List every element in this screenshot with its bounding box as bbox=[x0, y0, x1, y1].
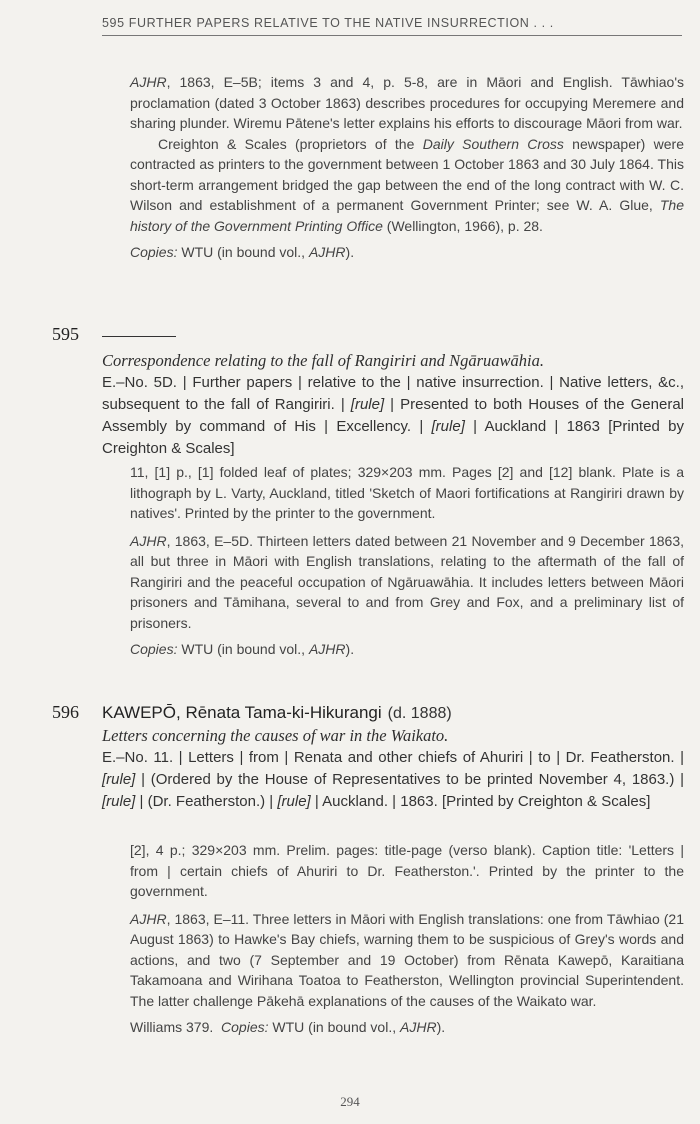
entry-595-notes bbox=[130, 462, 684, 659]
copies-label: Copies: bbox=[130, 641, 178, 657]
rule-1: [rule] bbox=[102, 771, 136, 788]
entry-595-collation: 11, [1] p., [1] folded leaf of plates; 329×203 mm. Pages [2] and [12] blank. Plate is a lithograph by L. Varty, Auckland, titled 'Sketch of Maori fortifications at Rangiriri drawn by natives'. Printed by the printer to the government. bbox=[130, 464, 684, 521]
author-name: KAWEPŌ, Rēnata Tama-ki-Hikurangi bbox=[102, 703, 382, 722]
copies-text: WTU (in bound vol., bbox=[177, 641, 309, 657]
note-text: , 1863, E–11. Three letters in Māori with English translations: one from Tāwhiao (21 August 1863) to Hawke's Bay chiefs, warning them to be suspicious of Grey's words and actions, and two (7 September and 19 October) from Rēnata Kawepō, Karaitiana Takamoana and Wirihana Toatoa to Featherston, Wellington provincial Superintendent. The latter challenge Pākehā explanations of the causes of the Waikato war. bbox=[130, 910, 684, 1009]
tp-c: | Auckland | 1863 [Printed by Creighton & Scales] bbox=[102, 418, 684, 457]
entry-596-note bbox=[130, 909, 684, 1012]
running-head: 595 FURTHER PAPERS RELATIVE TO THE NATIVE INSURRECTION . . . bbox=[102, 16, 682, 36]
ajhr-ref: AJHR bbox=[130, 910, 167, 927]
page-number: 294 bbox=[340, 1094, 360, 1109]
tp-a: E.–No. 11. | Letters | from | Renata and other chiefs of Ahuriri | to | Dr. Featherston. | bbox=[102, 749, 684, 766]
ajhr-ref: AJHR bbox=[130, 532, 167, 549]
para2-a: Creighton & Scales (proprietors of the bbox=[158, 135, 423, 152]
tp-a: E.–No. 5D. | Further papers | relative to the | native insurrection. | Native letters, &c., subsequent to the fall of Rangiriri. | bbox=[102, 374, 684, 413]
copies-ajhr: AJHR bbox=[308, 244, 346, 260]
entry-number-595: 595 bbox=[52, 324, 79, 344]
continuation-paragraph-1 bbox=[130, 72, 684, 134]
author-dash-rule bbox=[102, 336, 176, 337]
entry-596 bbox=[102, 703, 684, 813]
tp-c: | (Dr. Featherston.) | bbox=[135, 793, 278, 810]
continuation-block bbox=[130, 72, 684, 262]
entry-595-note bbox=[130, 531, 684, 634]
continuation-paragraph-2 bbox=[130, 134, 684, 237]
entry-595-copies bbox=[130, 639, 684, 659]
copies-ajhr: AJHR bbox=[400, 1019, 437, 1035]
copies-end: ). bbox=[345, 641, 355, 657]
entry-596-title-page bbox=[102, 747, 684, 813]
entry-596-notes bbox=[130, 840, 684, 1037]
para2-c: newspaper) were contracted as printers to the government between 1 October 1863 and 30 July 1864. This short-term arrangement bridged the gap between the end of the long contract with W. C. Wilson and establishment of a permanent Government Printer; see W. A. Glue, bbox=[130, 135, 684, 213]
note-text: , 1863, E–5D. Thirteen letters dated between 21 November and 9 December 1863, all but three in Māori with English translations, relating to the aftermath of the fall of Rangiriri and the peaceful occupation of Ngāruawāhia. It includes letters between Māori prisoners and Tāmihana, several to and from Grey and Fox, and a preliminary list of prisoners. bbox=[130, 532, 684, 631]
entry-595-title: Correspondence relating to the fall of Rangiriri and Ngāruawāhia. bbox=[102, 351, 544, 370]
williams-ref: Williams 379. bbox=[130, 1019, 214, 1035]
entry-596-copies bbox=[130, 1017, 684, 1037]
copies-end: ). bbox=[436, 1019, 446, 1035]
rule-2: [rule] bbox=[102, 793, 136, 810]
newspaper-title: Daily Southern Cross bbox=[422, 135, 564, 152]
tp-d: | Auckland. | 1863. [Printed by Creighton & Scales] bbox=[310, 793, 651, 810]
ajhr-ref: AJHR bbox=[130, 74, 167, 90]
copies-text: WTU (in bound vol., bbox=[268, 1019, 400, 1035]
copies-text: WTU (in bound vol., bbox=[177, 244, 309, 260]
entry-595 bbox=[102, 350, 684, 460]
entry-number-596: 596 bbox=[52, 702, 79, 722]
rule-2: [rule] bbox=[431, 418, 465, 435]
book-title: The history of the Government Printing Office bbox=[130, 197, 684, 234]
para2-e: (Wellington, 1966), p. 28. bbox=[382, 217, 543, 234]
tp-b: | (Ordered by the House of Representatives to be printed November 4, 1863.) | bbox=[135, 771, 684, 788]
author-dates: (d. 1888) bbox=[387, 705, 452, 722]
tp-b: | Presented to both Houses of the General Assembly by command of His | Excellency. | bbox=[102, 396, 684, 435]
rule-1: [rule] bbox=[350, 396, 385, 413]
entry-596-collation: [2], 4 p.; 329×203 mm. Prelim. pages: title-page (verso blank). Caption title: 'Letters | from | certain chiefs of Ahuriri to Dr. Featherston.'. Printed by the printer to the government. bbox=[130, 842, 684, 899]
copies-label: Copies: bbox=[221, 1019, 269, 1035]
copies-label: Copies: bbox=[130, 244, 178, 260]
copies-ajhr: AJHR bbox=[308, 641, 346, 657]
entry-595-title-page bbox=[102, 372, 684, 460]
continuation-text-1: , 1863, E–5B; items 3 and 4, p. 5-8, are in Māori and English. Tāwhiao's proclamation (dated 3 October 1863) describes procedures for occupying Meremere and sharing plunder. Wiremu Pātene's letter explains his efforts to discourage Māori from war. bbox=[130, 74, 684, 131]
entry-596-title: Letters concerning the causes of war in the Waikato. bbox=[102, 726, 449, 745]
rule-3: [rule] bbox=[277, 793, 311, 810]
continuation-copies bbox=[130, 242, 684, 262]
copies-end: ). bbox=[345, 244, 355, 260]
entry-596-author bbox=[102, 703, 684, 723]
